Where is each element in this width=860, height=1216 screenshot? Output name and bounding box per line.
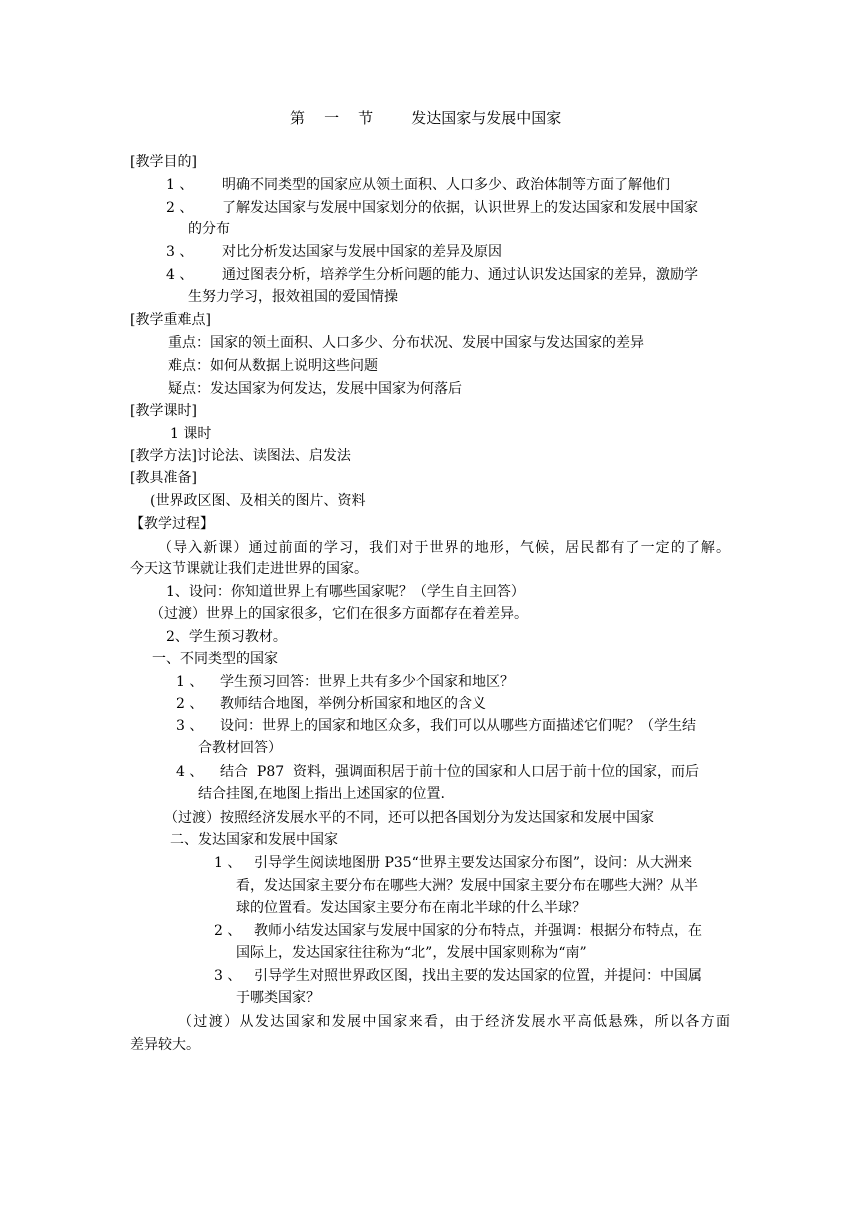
section2-item-text: 教师小结发达国家与发展中国家的分布特点，并强调：根据分布特点，在 bbox=[254, 923, 702, 939]
intro-paragraph-line1: （导入新课）通过前面的学习，我们对于世界的地形，气候，居民都有了一定的了解。 bbox=[158, 540, 730, 556]
transition-3-line1: （过渡）从发达国家和发展中国家来看，由于经济发展水平高低悬殊，所以各方面 bbox=[178, 1014, 730, 1030]
key-point-focus: 重点：国家的领土面积、人口多少、分布状况、发展中国家与发达国家的差异 bbox=[168, 335, 644, 351]
transition-1: （过渡）世界上的国家很多，它们在很多方面都存在着差异。 bbox=[150, 606, 528, 622]
key-point-doubt: 疑点：发达国家为何发达，发展中国家为何落后 bbox=[168, 381, 462, 397]
section1-item-number: 3 、 bbox=[176, 718, 204, 734]
section2-item-number: 1 、 bbox=[214, 855, 242, 871]
section2-item-text-continued: 国际上，发达国家往往称为“北”，发展中国家则称为“南” bbox=[236, 945, 587, 961]
section1-heading: 一、不同类型的国家 bbox=[152, 651, 278, 667]
section1-item-text: 设问：世界上的国家和地区众多，我们可以从哪些方面描述它们呢？（学生结 bbox=[220, 718, 696, 734]
intro-paragraph-line2: 今天这节课就让我们走进世界的国家。 bbox=[130, 561, 368, 577]
section1-item-text-continued: 结合挂图,在地图上指出上述国家的位置. bbox=[198, 786, 445, 802]
section-heading-process: 【教学过程】 bbox=[130, 516, 214, 532]
section2-item-text-continued: 球的位置看。发达国家主要分布在南北半球的什么半球？ bbox=[236, 900, 586, 916]
section1-item-text: 学生预习回答：世界上共有多少个国家和地区？ bbox=[220, 674, 514, 690]
section1-item-number: 4 、 bbox=[176, 764, 204, 780]
section2-item-text: 引导学生阅读地图册 P35“世界主要发达国家分布图”，设问：从大洲来 bbox=[254, 855, 692, 871]
transition-3-line2: 差异较大。 bbox=[130, 1037, 200, 1053]
objective-number: 4 、 bbox=[166, 267, 194, 283]
objective-number: 3 、 bbox=[166, 244, 194, 260]
section2-item-number: 2 、 bbox=[214, 923, 242, 939]
section-heading-objectives: [教学目的] bbox=[130, 154, 197, 170]
key-point-difficulty: 难点：如何从数据上说明这些问题 bbox=[168, 358, 378, 374]
section2-item-text: 引导学生对照世界政区图，找出主要的发达国家的位置，并提问：中国属 bbox=[254, 968, 702, 984]
process-step-1: 1、设问：你知道世界上有哪些国家呢？（学生自主回答） bbox=[166, 584, 525, 600]
objective-text: 明确不同类型的国家应从领土面积、人口多少、政治体制等方面了解他们 bbox=[222, 177, 670, 193]
section2-heading: 二、发达国家和发展中国家 bbox=[170, 832, 338, 848]
section2-item-number: 3 、 bbox=[214, 968, 242, 984]
teaching-method: [教学方法]讨论法、读图法、启发法 bbox=[130, 448, 351, 464]
objective-text-continued: 生努力学习，报效祖国的爱国情操 bbox=[188, 289, 398, 305]
section-heading-key-points: [教学重难点] bbox=[130, 312, 211, 328]
objective-text: 对比分析发达国家与发展中国家的差异及原因 bbox=[222, 244, 502, 260]
hours-value: 1 课时 bbox=[170, 426, 212, 442]
section1-item-number: 1 、 bbox=[176, 674, 204, 690]
process-step-2: 2、学生预习教材。 bbox=[166, 629, 287, 645]
document-title: 第 一 节 发达国家与发展中国家 bbox=[290, 109, 562, 127]
section1-item-number: 2 、 bbox=[176, 696, 204, 712]
section2-item-text-continued: 于哪类国家？ bbox=[236, 990, 320, 1006]
section-heading-hours: [教学课时] bbox=[130, 403, 197, 419]
section1-item-text: 结合 P87 资料，强调面积居于前十位的国家和人口居于前十位的国家，而后 bbox=[220, 764, 700, 780]
objective-number: 2 、 bbox=[166, 200, 194, 216]
objective-text: 了解发达国家与发展中国家划分的依据，认识世界上的发达国家和发展中国家 bbox=[222, 200, 698, 216]
section1-item-text: 教师结合地图，举例分析国家和地区的含义 bbox=[220, 696, 486, 712]
tools-value: (世界政区图、及相关的图片、资料 bbox=[150, 493, 366, 509]
section-heading-tools: [教具准备] bbox=[130, 470, 197, 486]
objective-number: 1 、 bbox=[166, 177, 194, 193]
objective-text-continued: 的分布 bbox=[188, 221, 230, 237]
transition-2: （过渡）按照经济发展水平的不同，还可以把各国划分为发达国家和发展中国家 bbox=[164, 810, 654, 826]
objective-text: 通过图表分析，培养学生分析问题的能力、通过认识发达国家的差异，激励学 bbox=[222, 267, 698, 283]
section1-item-text-continued: 合教材回答） bbox=[198, 740, 282, 756]
section2-item-text-continued: 看，发达国家主要分布在哪些大洲？发展中国家主要分布在哪些大洲？从半 bbox=[236, 878, 698, 894]
